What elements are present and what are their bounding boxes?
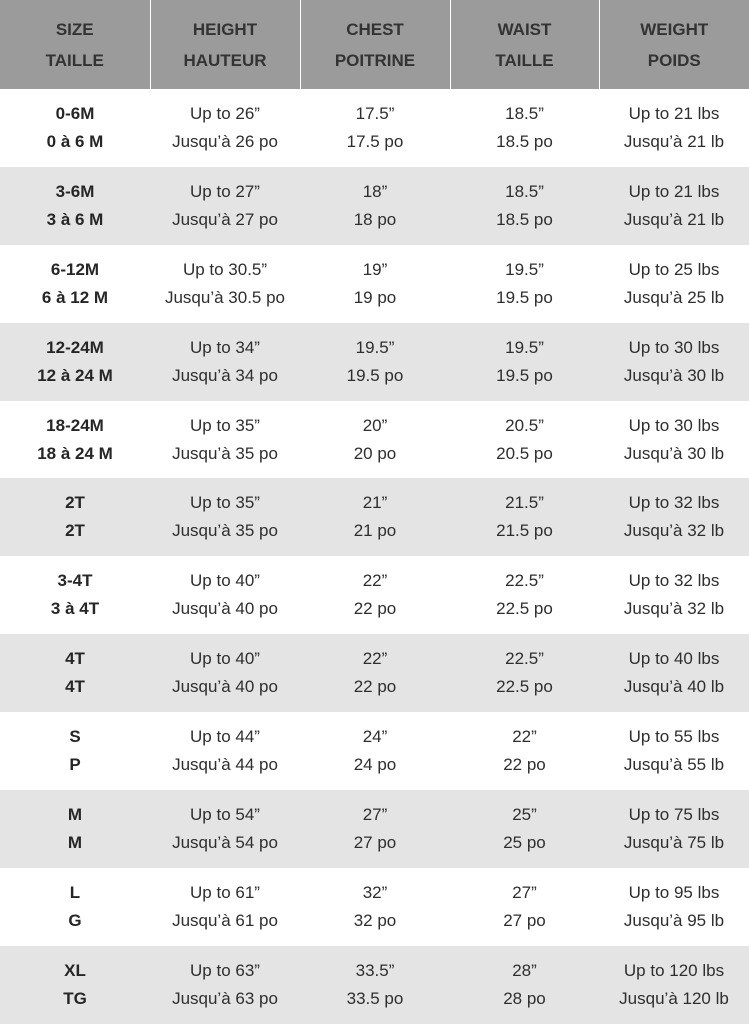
weight-value-en: Up to 30 lbs xyxy=(628,337,720,357)
header-row xyxy=(0,0,749,89)
chest-value-fr: 21 po xyxy=(353,521,397,541)
weight-cell xyxy=(599,634,749,712)
waist-cell xyxy=(450,245,599,323)
weight-value-fr: Jusqu’à 55 lb xyxy=(623,755,725,775)
size-value-fr: TG xyxy=(63,988,87,1008)
size-cell xyxy=(0,323,150,401)
weight-value-fr: Jusqu’à 21 lb xyxy=(623,131,725,151)
weight-value-en: Up to 32 lbs xyxy=(628,493,720,513)
weight-value-fr: Jusqu’à 40 lb xyxy=(623,677,725,697)
header-label-en: HEIGHT xyxy=(192,19,258,39)
height-value-en: Up to 35” xyxy=(190,415,260,435)
height-value-en: Up to 34” xyxy=(190,337,260,357)
size-value-fr: M xyxy=(67,832,83,852)
waist-value-en: 25” xyxy=(512,804,537,824)
height-cell xyxy=(150,634,300,712)
size-value-fr: P xyxy=(69,755,81,775)
waist-cell xyxy=(450,556,599,634)
weight-value-fr: Jusqu’à 30 lb xyxy=(623,365,725,385)
waist-value-en: 27” xyxy=(512,882,537,902)
chest-value-en: 19.5” xyxy=(355,337,395,357)
weight-value-en: Up to 95 lbs xyxy=(628,882,720,902)
size-value-en: 18-24M xyxy=(46,415,104,435)
chest-cell xyxy=(300,634,450,712)
waist-cell xyxy=(450,478,599,556)
table-row xyxy=(0,556,749,634)
height-value-fr: Jusqu’à 35 po xyxy=(172,443,278,463)
header-height xyxy=(150,0,300,89)
height-cell xyxy=(150,245,300,323)
table-row xyxy=(0,634,749,712)
height-value-en: Up to 54” xyxy=(190,804,260,824)
weight-cell xyxy=(599,478,749,556)
height-cell xyxy=(150,712,300,790)
chest-cell xyxy=(300,245,450,323)
waist-value-en: 18.5” xyxy=(505,181,544,201)
weight-value-en: Up to 25 lbs xyxy=(628,259,720,279)
size-value-fr: 0 à 6 M xyxy=(46,131,104,151)
waist-value-fr: 22 po xyxy=(503,755,546,775)
size-value-en: 6-12M xyxy=(50,259,100,279)
size-value-en: 3-6M xyxy=(55,181,95,201)
size-value-en: 0-6M xyxy=(55,103,95,123)
size-cell xyxy=(0,401,150,479)
header-label-en: CHEST xyxy=(346,19,404,39)
size-cell xyxy=(0,245,150,323)
waist-value-fr: 22.5 po xyxy=(496,677,553,697)
size-cell xyxy=(0,634,150,712)
header-weight xyxy=(599,0,749,89)
height-value-en: Up to 63” xyxy=(190,960,260,980)
table-header xyxy=(0,0,749,89)
waist-cell xyxy=(450,712,599,790)
waist-cell xyxy=(450,634,599,712)
height-value-en: Up to 44” xyxy=(190,727,260,747)
header-label-fr: POITRINE xyxy=(334,50,416,70)
table-row xyxy=(0,868,749,946)
chest-cell xyxy=(300,478,450,556)
waist-value-en: 22” xyxy=(512,727,537,747)
chest-cell xyxy=(300,790,450,868)
header-chest xyxy=(300,0,450,89)
chest-value-en: 22” xyxy=(362,649,388,669)
size-value-en: S xyxy=(69,727,81,747)
size-value-en: 4T xyxy=(65,649,85,669)
height-value-fr: Jusqu’à 44 po xyxy=(172,755,278,775)
size-cell xyxy=(0,167,150,245)
height-value-fr: Jusqu’à 26 po xyxy=(172,131,278,151)
chest-value-fr: 33.5 po xyxy=(346,988,404,1008)
height-cell xyxy=(150,401,300,479)
table-row xyxy=(0,89,749,167)
waist-cell xyxy=(450,89,599,167)
weight-value-fr: Jusqu’à 32 lb xyxy=(623,599,725,619)
height-value-en: Up to 26” xyxy=(190,103,260,123)
weight-value-en: Up to 40 lbs xyxy=(628,649,720,669)
chest-value-en: 20” xyxy=(362,415,388,435)
chest-value-en: 21” xyxy=(362,493,388,513)
size-value-fr: 3 à 6 M xyxy=(46,209,104,229)
waist-value-fr: 20.5 po xyxy=(496,443,553,463)
weight-value-fr: Jusqu’à 120 lb xyxy=(619,988,729,1008)
size-cell xyxy=(0,89,150,167)
weight-value-fr: Jusqu’à 32 lb xyxy=(623,521,725,541)
header-label-fr: POIDS xyxy=(647,50,701,70)
size-cell xyxy=(0,478,150,556)
weight-value-en: Up to 21 lbs xyxy=(628,181,720,201)
size-value-en: 12-24M xyxy=(46,337,104,357)
header-size xyxy=(0,0,150,89)
weight-cell xyxy=(599,89,749,167)
weight-cell xyxy=(599,167,749,245)
waist-value-en: 19.5” xyxy=(505,259,544,279)
weight-cell xyxy=(599,790,749,868)
size-value-en: 2T xyxy=(65,493,85,513)
height-cell xyxy=(150,478,300,556)
waist-value-fr: 27 po xyxy=(503,910,546,930)
height-value-fr: Jusqu’à 34 po xyxy=(172,365,278,385)
chest-cell xyxy=(300,323,450,401)
header-label-fr: TAILLE xyxy=(45,50,104,70)
waist-value-en: 21.5” xyxy=(505,493,544,513)
size-value-en: XL xyxy=(64,960,86,980)
size-value-en: M xyxy=(67,804,83,824)
header-label-en: WAIST xyxy=(497,19,552,39)
weight-value-fr: Jusqu’à 21 lb xyxy=(623,209,725,229)
chest-cell xyxy=(300,401,450,479)
chest-value-fr: 17.5 po xyxy=(346,131,404,151)
chest-cell xyxy=(300,868,450,946)
size-value-en: 3-4T xyxy=(57,571,93,591)
weight-cell xyxy=(599,712,749,790)
height-value-fr: Jusqu’à 40 po xyxy=(172,599,278,619)
weight-cell xyxy=(599,245,749,323)
size-cell xyxy=(0,712,150,790)
chest-value-en: 24” xyxy=(362,727,388,747)
waist-value-en: 22.5” xyxy=(505,649,544,669)
table-row xyxy=(0,401,749,479)
chest-value-en: 32” xyxy=(362,882,388,902)
table-row xyxy=(0,946,749,1024)
waist-value-fr: 21.5 po xyxy=(496,521,553,541)
waist-value-en: 28” xyxy=(512,960,537,980)
waist-value-en: 22.5” xyxy=(505,571,544,591)
weight-value-fr: Jusqu’à 75 lb xyxy=(623,832,725,852)
header-label-fr: HAUTEUR xyxy=(183,50,267,70)
chest-cell xyxy=(300,946,450,1024)
weight-value-en: Up to 32 lbs xyxy=(628,571,720,591)
waist-value-fr: 19.5 po xyxy=(496,365,553,385)
height-value-fr: Jusqu’à 54 po xyxy=(172,832,278,852)
chest-value-fr: 20 po xyxy=(353,443,397,463)
table-row xyxy=(0,323,749,401)
weight-value-en: Up to 55 lbs xyxy=(628,727,720,747)
size-cell xyxy=(0,868,150,946)
waist-cell xyxy=(450,401,599,479)
header-waist xyxy=(450,0,599,89)
weight-cell xyxy=(599,323,749,401)
height-cell xyxy=(150,946,300,1024)
waist-cell xyxy=(450,167,599,245)
waist-value-fr: 18.5 po xyxy=(496,209,553,229)
table-row xyxy=(0,478,749,556)
weight-value-fr: Jusqu’à 25 lb xyxy=(623,287,725,307)
size-cell xyxy=(0,790,150,868)
weight-cell xyxy=(599,401,749,479)
waist-value-fr: 22.5 po xyxy=(496,599,553,619)
size-value-fr: 18 à 24 M xyxy=(37,443,113,463)
chest-cell xyxy=(300,556,450,634)
waist-cell xyxy=(450,946,599,1024)
height-value-en: Up to 35” xyxy=(190,493,260,513)
waist-value-fr: 25 po xyxy=(503,832,546,852)
table-row xyxy=(0,712,749,790)
size-value-fr: 12 à 24 M xyxy=(37,365,113,385)
waist-value-en: 20.5” xyxy=(505,415,544,435)
height-value-en: Up to 40” xyxy=(190,649,260,669)
height-cell xyxy=(150,89,300,167)
size-value-fr: 6 à 12 M xyxy=(41,287,109,307)
weight-value-fr: Jusqu’à 30 lb xyxy=(623,443,725,463)
table-row xyxy=(0,790,749,868)
chest-value-fr: 24 po xyxy=(353,755,397,775)
height-value-fr: Jusqu’à 40 po xyxy=(172,677,278,697)
header-label-en: WEIGHT xyxy=(640,19,709,39)
chest-value-en: 18” xyxy=(362,181,388,201)
waist-cell xyxy=(450,323,599,401)
chest-value-en: 22” xyxy=(362,571,388,591)
chest-cell xyxy=(300,712,450,790)
chest-value-en: 17.5” xyxy=(355,103,395,123)
chest-value-fr: 18 po xyxy=(353,209,397,229)
waist-value-fr: 19.5 po xyxy=(496,287,553,307)
height-value-en: Up to 30.5” xyxy=(182,259,268,279)
waist-value-fr: 18.5 po xyxy=(496,131,553,151)
size-value-en: L xyxy=(69,882,81,902)
waist-value-en: 18.5” xyxy=(505,103,544,123)
chest-value-fr: 32 po xyxy=(353,910,397,930)
table-row xyxy=(0,167,749,245)
chest-value-fr: 22 po xyxy=(353,599,397,619)
height-value-fr: Jusqu’à 63 po xyxy=(172,988,278,1008)
weight-cell xyxy=(599,556,749,634)
chest-value-fr: 27 po xyxy=(353,832,397,852)
weight-value-en: Up to 120 lbs xyxy=(623,960,725,980)
height-cell xyxy=(150,556,300,634)
chest-value-en: 19” xyxy=(362,259,388,279)
size-value-fr: 2T xyxy=(65,521,85,541)
chest-cell xyxy=(300,89,450,167)
height-value-en: Up to 27” xyxy=(190,181,260,201)
chest-value-fr: 22 po xyxy=(353,677,397,697)
height-cell xyxy=(150,790,300,868)
table-row xyxy=(0,245,749,323)
chest-value-fr: 19.5 po xyxy=(346,365,404,385)
weight-value-en: Up to 75 lbs xyxy=(628,804,720,824)
chest-value-en: 33.5” xyxy=(355,960,395,980)
size-value-fr: G xyxy=(68,910,82,930)
size-cell xyxy=(0,946,150,1024)
height-cell xyxy=(150,868,300,946)
waist-value-en: 19.5” xyxy=(505,337,544,357)
height-value-en: Up to 61” xyxy=(190,882,260,902)
waist-cell xyxy=(450,790,599,868)
weight-cell xyxy=(599,946,749,1024)
size-value-fr: 4T xyxy=(65,677,85,697)
chest-value-en: 27” xyxy=(362,804,388,824)
waist-cell xyxy=(450,868,599,946)
weight-cell xyxy=(599,868,749,946)
weight-value-fr: Jusqu’à 95 lb xyxy=(623,910,725,930)
chest-value-fr: 19 po xyxy=(353,287,397,307)
chest-cell xyxy=(300,167,450,245)
size-value-fr: 3 à 4T xyxy=(50,599,100,619)
height-value-fr: Jusqu’à 35 po xyxy=(172,521,278,541)
height-cell xyxy=(150,167,300,245)
weight-value-en: Up to 21 lbs xyxy=(628,103,720,123)
weight-value-en: Up to 30 lbs xyxy=(628,415,720,435)
height-cell xyxy=(150,323,300,401)
waist-value-fr: 28 po xyxy=(503,988,546,1008)
height-value-fr: Jusqu’à 27 po xyxy=(172,209,278,229)
size-cell xyxy=(0,556,150,634)
header-label-en: SIZE xyxy=(55,19,94,39)
table-body xyxy=(0,89,749,1024)
header-label-fr: TAILLE xyxy=(495,50,554,70)
height-value-fr: Jusqu’à 61 po xyxy=(172,910,278,930)
height-value-en: Up to 40” xyxy=(190,571,260,591)
height-value-fr: Jusqu’à 30.5 po xyxy=(164,287,286,307)
